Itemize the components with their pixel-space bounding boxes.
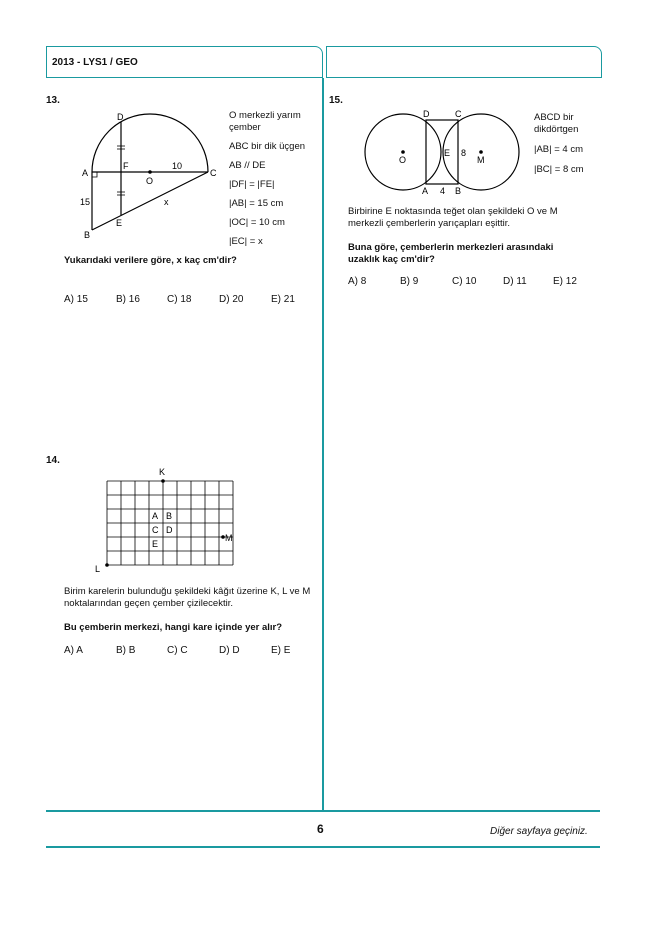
q14-label-M: M xyxy=(225,533,233,543)
q15-given-3: |BC| = 8 cm xyxy=(534,164,584,175)
q14-option-b[interactable]: B) B xyxy=(116,645,136,656)
page-number: 6 xyxy=(317,822,324,836)
q14-cell-B: B xyxy=(166,511,173,521)
q15-label-A: A xyxy=(422,186,429,196)
column-divider xyxy=(322,78,324,810)
q14-cell-C: C xyxy=(152,525,159,535)
q13-number: 13. xyxy=(46,95,60,106)
q14-question: Bu çemberin merkezi, hangi kare içinde yer alır? xyxy=(64,622,283,633)
q13-label-D: D xyxy=(117,112,124,122)
q13-given-1: O merkezli yarım çember xyxy=(229,110,301,133)
q15-option-d[interactable]: D) 11 xyxy=(503,276,527,287)
q15-text: Birbirine E noktasında teğet olan şekildeki O ve M merkezli çemberlerin yarıçapları eşittir. xyxy=(348,206,558,229)
q13-label-15: 15 xyxy=(80,197,91,207)
q13-given-7: |EC| = x xyxy=(229,236,263,247)
q13-question: Yukarıdaki verilere göre, x kaç cm'dir? xyxy=(64,255,237,266)
q13-label-O: O xyxy=(146,176,154,186)
q15-figure xyxy=(360,106,530,198)
q13-givens xyxy=(229,110,319,248)
q15-givens xyxy=(534,112,596,176)
q13-label-F: F xyxy=(123,161,129,171)
q15-label-C: C xyxy=(455,109,462,119)
q15-label-D: D xyxy=(423,109,430,119)
q14-label-K: K xyxy=(159,467,166,477)
q15-option-c[interactable]: C) 10 xyxy=(452,276,477,287)
q15-option-a[interactable]: A) 8 xyxy=(348,276,367,287)
q15-label-O: O xyxy=(399,155,407,165)
q15-number: 15. xyxy=(329,95,343,106)
q13-option-c[interactable]: C) 18 xyxy=(167,294,192,305)
q13-option-b[interactable]: B) 16 xyxy=(116,294,140,305)
q14-option-d[interactable]: D) D xyxy=(219,645,240,656)
q14-option-a[interactable]: A) A xyxy=(64,645,83,656)
q13-figure xyxy=(80,110,230,240)
q14-number: 14. xyxy=(46,455,60,466)
q13-label-E: E xyxy=(116,218,123,228)
q15-given-1: ABCD bir dikdörtgen xyxy=(534,112,579,135)
q15-label-8: 8 xyxy=(461,148,467,158)
q13-given-3: AB // DE xyxy=(229,160,266,171)
q14-option-c[interactable]: C) C xyxy=(167,645,188,656)
q14-cell-D: D xyxy=(166,525,173,535)
q14-cell-A: A xyxy=(152,511,159,521)
q13-given-6: |OC| = 10 cm xyxy=(229,217,285,228)
q15-option-b[interactable]: B) 9 xyxy=(400,276,419,287)
q13-label-10: 10 xyxy=(172,161,183,171)
q14-label-L: L xyxy=(95,564,101,574)
q13-label-A: A xyxy=(82,168,89,178)
q15-given-2: |AB| = 4 cm xyxy=(534,144,584,155)
header-right-box xyxy=(326,46,602,78)
q15-label-4: 4 xyxy=(440,186,446,196)
footer-top-line xyxy=(46,810,600,812)
q14-figure xyxy=(92,464,242,576)
q14-text: Birim karelerin bulunduğu şekildeki kâğıt üzerine K, L ve M noktalarından geçen çember çizilecektir. xyxy=(64,586,311,609)
q15-label-E: E xyxy=(444,148,451,158)
header-title: 2013 - LYS1 / GEO xyxy=(52,57,138,68)
q13-given-5: |AB| = 15 cm xyxy=(229,198,284,209)
q15-option-e[interactable]: E) 12 xyxy=(553,276,577,287)
q13-option-e[interactable]: E) 21 xyxy=(271,294,295,305)
q13-given-4: |DF| = |FE| xyxy=(229,179,275,190)
q13-given-2: ABC bir dik üçgen xyxy=(229,141,306,152)
q14-option-e[interactable]: E) E xyxy=(271,645,291,656)
q14-cell-E: E xyxy=(152,539,159,549)
q13-label-C: C xyxy=(210,168,217,178)
q15-label-M: M xyxy=(477,155,485,165)
q13-option-a[interactable]: A) 15 xyxy=(64,294,88,305)
q15-question: Buna göre, çemberlerin merkezleri arasındaki uzaklık kaç cm'dir? xyxy=(348,242,554,265)
next-page-note: Diğer sayfaya geçiniz. xyxy=(490,826,588,837)
q13-label-B: B xyxy=(84,230,91,240)
q15-label-B: B xyxy=(455,186,462,196)
q13-label-x: x xyxy=(164,197,169,207)
q13-option-d[interactable]: D) 20 xyxy=(219,294,244,305)
footer-bottom-line xyxy=(46,846,600,848)
